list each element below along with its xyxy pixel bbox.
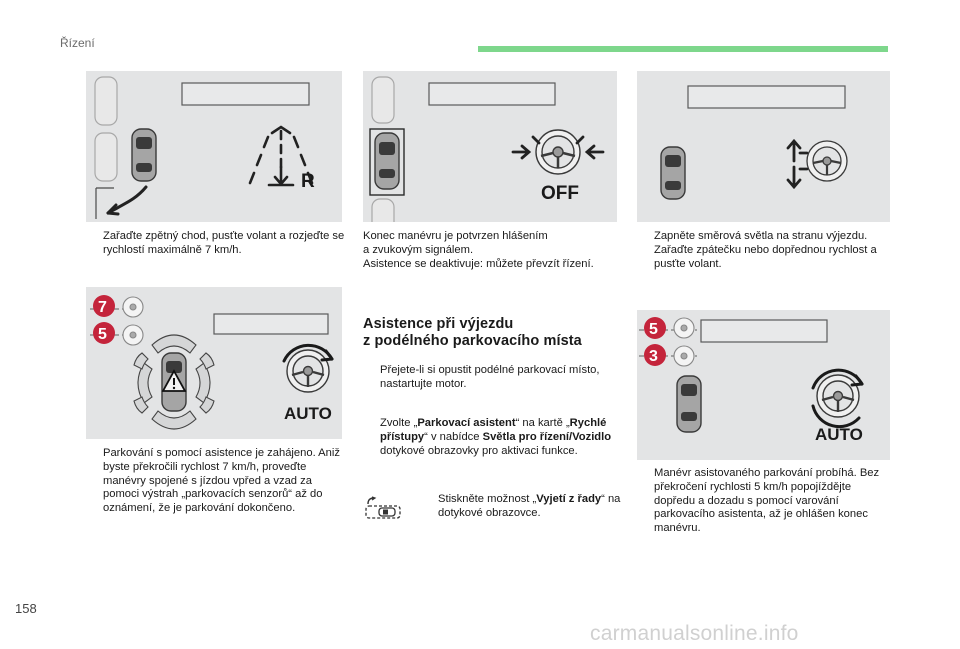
- illustration-manoeuvre-end: [363, 71, 617, 222]
- illustration-turn-signal: [637, 71, 890, 222]
- display-placeholder: [429, 83, 555, 105]
- own-car-icon: [677, 376, 701, 432]
- steering-wheel-icon: [287, 350, 329, 392]
- instruction-start-engine: [363, 364, 623, 392]
- instruction-text: [363, 417, 625, 458]
- text-bold: Rychlé přístupy: [380, 417, 607, 443]
- note-line: Konec manévru je potvrzen hlášením: [363, 230, 548, 242]
- text-bold: Parkovací asistent: [417, 417, 516, 429]
- text-part: dotykové obrazovky pro aktivaci funkce.: [380, 444, 578, 457]
- speed-5-number: 5: [98, 326, 107, 343]
- instruction-assist-started: [86, 447, 348, 516]
- auto-badge: AUTO: [815, 425, 863, 444]
- instruction-select-assist: [363, 417, 625, 458]
- note-line: a zvukovým signálem.: [363, 243, 474, 256]
- illustration-exit-assist: [637, 310, 890, 460]
- instruction-text: Parkování s pomocí asistence je zahájeno. Aniž byste překročili rychlost 7 km/h, proveďte manévry spojené s jízdou vpřed a vzad za pomoci výstrah „parkovacích senzorů“ až do oznámení, že je parkování dokončeno.: [103, 447, 340, 515]
- display-placeholder: [182, 83, 309, 105]
- speed-7-number: 7: [98, 299, 107, 316]
- trajectory-arrow-icon: [108, 187, 146, 214]
- heading-line: Asistence při výjezdu: [363, 316, 514, 332]
- parked-car-bottom-icon: [95, 133, 117, 181]
- speed-3-number: 3: [649, 348, 658, 365]
- text-bold: Vyjetí z řady: [536, 493, 602, 505]
- off-badge: OFF: [541, 183, 579, 204]
- instruction-text: Přejete-li si opustit podélné parkovací místo, nastartujte motor.: [380, 364, 600, 390]
- instruction-text: Manévr asistovaného parkování probíhá. Bez překročení rychlosti 5 km/h popojíždějte dopředu a dozadu s pomocí varování parkovacího asistenta, až je ohlášen konec manévru.: [654, 467, 880, 535]
- own-car-icon: [132, 129, 156, 181]
- steering-wheel-icon: [807, 141, 847, 181]
- instruction-exit-row: [421, 493, 621, 521]
- steering-wheel-icon: [817, 375, 859, 417]
- heading-line: z podélného parkovacího místa: [363, 332, 582, 349]
- section-heading: [363, 316, 582, 349]
- auto-badge: AUTO: [284, 404, 332, 423]
- steering-wheel-icon: [536, 130, 580, 174]
- parked-car-bottom-icon: [372, 199, 394, 222]
- text-bold: Světla pro řízení/Vozidlo: [482, 430, 612, 443]
- illustration-reverse: [86, 71, 342, 222]
- display-placeholder: [701, 320, 827, 342]
- speed-5-number: 5: [649, 321, 658, 338]
- note-line: Asistence se deaktivuje: můžete převzít řízení.: [363, 257, 594, 270]
- text-part: Stiskněte možnost „: [438, 493, 537, 505]
- instruction-text: Zařaďte zpátečku nebo dopřednou rychlost a pusťte volant.: [654, 244, 877, 270]
- exit-row-button-icon: [364, 496, 404, 522]
- watermark: carmanualsonline.info: [590, 622, 799, 645]
- header-accent-bar: [478, 46, 888, 52]
- own-car-icon: [375, 133, 399, 189]
- illustration-assisted-parking: [86, 287, 342, 439]
- page-number: 158: [15, 601, 37, 616]
- instruction-turn-signal: [637, 230, 895, 244]
- small-wheel-icon: [674, 318, 694, 366]
- text-part: Zvolte „: [380, 417, 418, 429]
- text-part: “ na kartě „: [515, 417, 570, 429]
- instruction-text: [421, 493, 621, 521]
- reverse-gear-badge: R: [301, 171, 315, 192]
- text-part: “ v nabídce: [424, 430, 483, 443]
- up-down-arrows-icon: [788, 141, 807, 187]
- own-car-icon: [661, 147, 685, 199]
- instruction-reverse: [86, 230, 346, 258]
- display-placeholder: [214, 314, 328, 334]
- parked-car-top-icon: [95, 77, 117, 125]
- text-part: “ na dotykové obrazovce.: [438, 493, 621, 519]
- display-placeholder: [688, 86, 845, 108]
- parked-car-top-icon: [372, 77, 394, 123]
- manoeuvre-end-note: [363, 230, 623, 271]
- instruction-manoeuvre-progress: [637, 467, 887, 536]
- instruction-select-gear: [637, 244, 895, 272]
- instruction-text: Zařaďte zpětný chod, pusťte volant a rozjeďte se rychlostí maximálně 7 km/h.: [103, 230, 345, 256]
- small-wheel-icon: [123, 297, 143, 345]
- section-title: Řízení: [60, 36, 95, 50]
- instruction-text: Zapněte směrová světla na stranu výjezdu.: [654, 230, 868, 242]
